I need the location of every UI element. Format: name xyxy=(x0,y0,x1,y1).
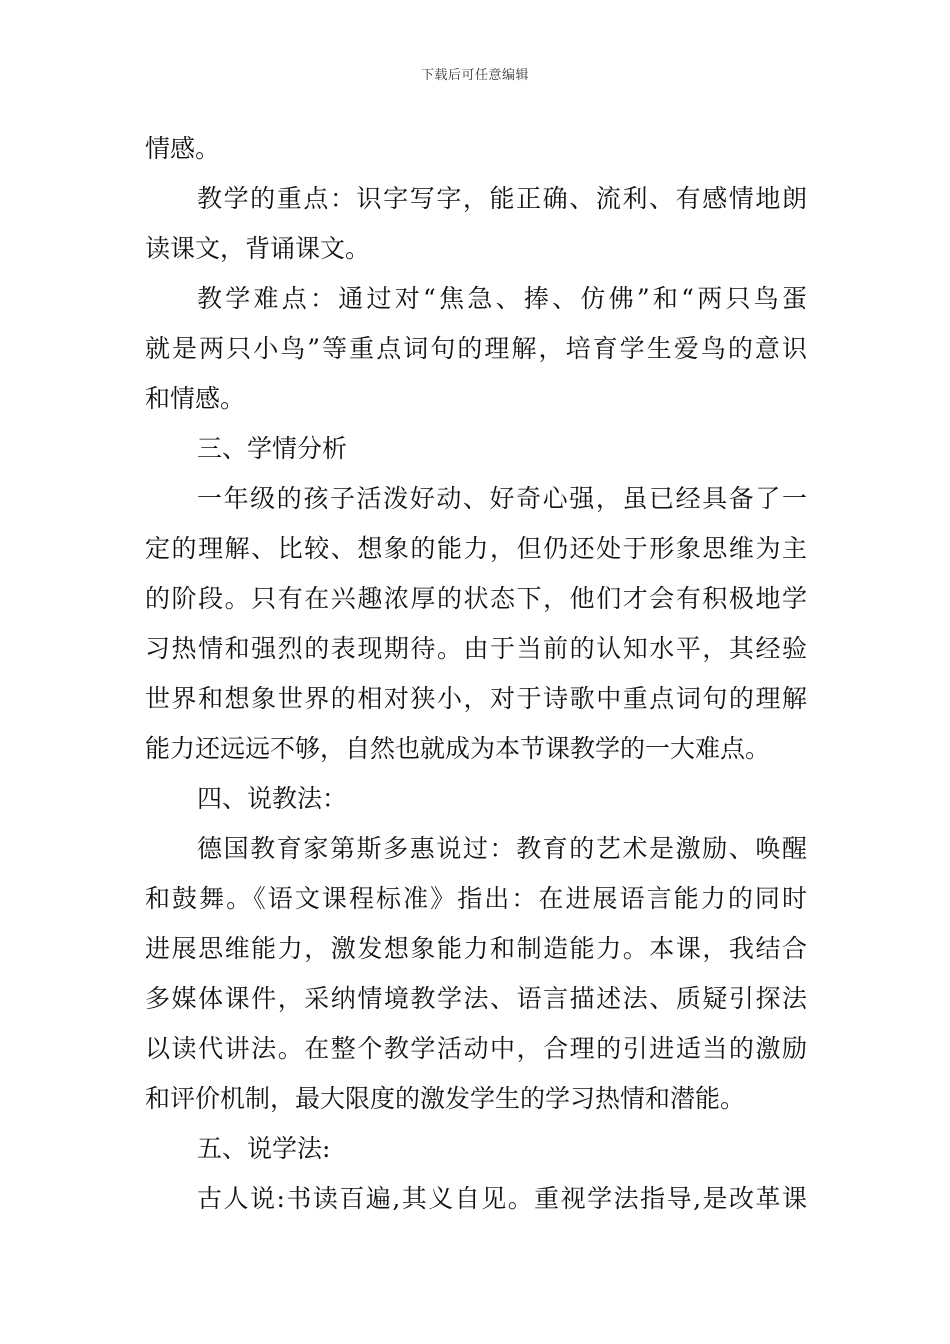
section-heading: 四、说教法： xyxy=(197,784,348,813)
text-line: 和评价机制，最大限度的激发学生的学习热情和潜能。 xyxy=(145,1084,746,1113)
text-line: 多媒体课件，采纳情境教学法、语言描述法、质疑引探法 xyxy=(145,984,807,1013)
text-line: 以读代讲法。在整个教学活动中，合理的引进适当的激励 xyxy=(145,1034,807,1063)
text-line: 一年级的孩子活泼好动、好奇心强，虽已经具备了一 xyxy=(197,484,807,513)
text-line: 习热情和强烈的表现期待。由于当前的认知水平，其经验 xyxy=(145,634,807,663)
text-line: 进展思维能力，激发想象能力和制造能力。本课，我结合 xyxy=(145,934,807,963)
text-line: 教学难点：通过对“焦急、捧、仿佛”和“两只鸟蛋 xyxy=(197,284,807,313)
text-line: 读课文，背诵课文。 xyxy=(145,234,371,263)
text-line: 古人说:书读百遍,其义自见。重视学法指导,是改革课 xyxy=(197,1184,807,1213)
text-line: 就是两只小鸟”等重点词句的理解，培育学生爱鸟的意识 xyxy=(145,334,807,363)
section-heading: 五、说学法: xyxy=(197,1134,331,1163)
text-line: 定的理解、比较、想象的能力，但仍还处于形象思维为主 xyxy=(145,534,807,563)
text-line: 能力还远远不够，自然也就成为本节课教学的一大难点。 xyxy=(145,734,771,763)
text-line: 德国教育家第斯多惠说过：教育的艺术是激励、唤醒 xyxy=(197,834,807,863)
section-heading: 三、学情分析 xyxy=(197,434,348,463)
page-header: 下载后可任意编辑 xyxy=(420,68,529,83)
text-line: 和情感。 xyxy=(145,384,246,413)
text-line: 世界和想象世界的相对狭小，对于诗歌中重点词句的理解 xyxy=(145,684,807,713)
text-line: 的阶段。只有在兴趣浓厚的状态下，他们才会有积极地学 xyxy=(145,584,807,613)
document-body xyxy=(145,124,807,1224)
text-line: 和鼓舞。《语文课程标准》指出：在进展语言能力的同时 xyxy=(145,884,807,913)
text-line: 情感。 xyxy=(145,134,221,163)
text-line: 教学的重点：识字写字，能正确、流利、有感情地朗 xyxy=(197,184,807,213)
